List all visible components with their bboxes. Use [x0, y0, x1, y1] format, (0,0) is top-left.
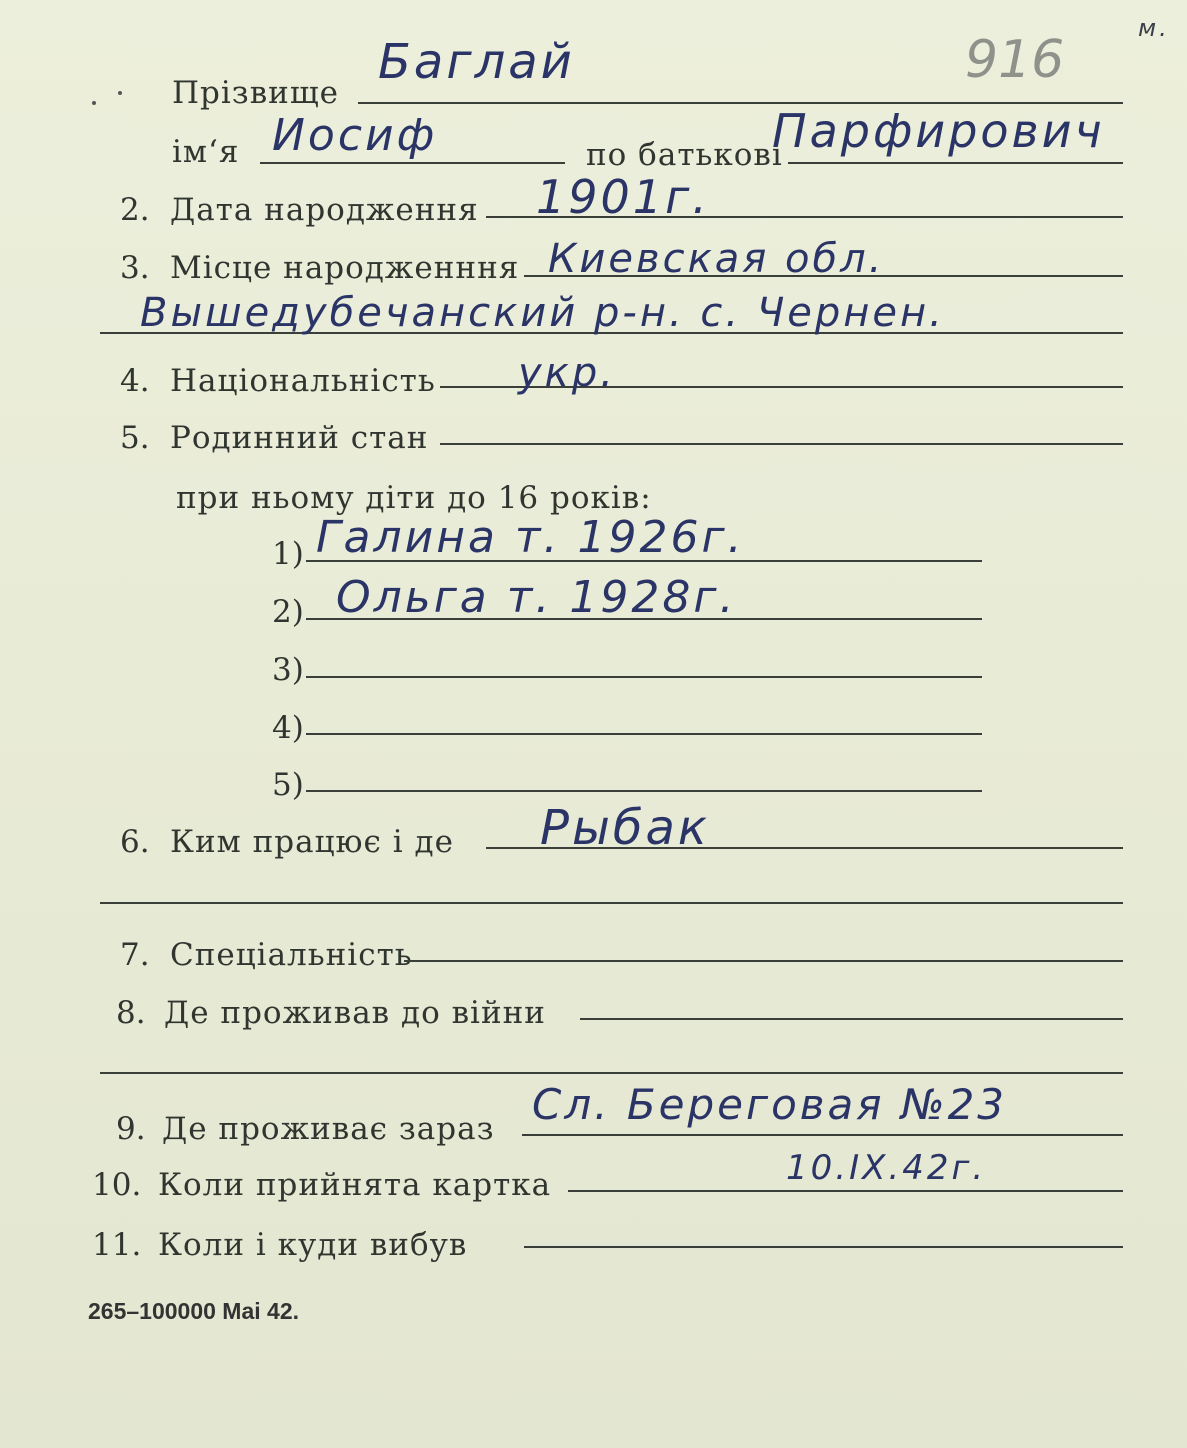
child-line: [306, 790, 982, 792]
stray-dot: [118, 91, 122, 95]
child-num: 2): [272, 594, 304, 630]
birth-place-label: Місце народженння: [170, 250, 520, 286]
child-num: 3): [272, 652, 304, 688]
patronymic-label: по батькові: [586, 137, 783, 173]
work-value: Рыбак: [540, 800, 710, 856]
current-label: Де проживає зараз: [162, 1111, 495, 1147]
specialty-label: Спеціальність: [170, 937, 413, 973]
work-num: 6.: [120, 824, 150, 860]
current-num: 9.: [116, 1111, 146, 1147]
child-line: [306, 676, 982, 678]
accepted-label: Коли прийнята картка: [158, 1167, 552, 1203]
accepted-line: [568, 1190, 1123, 1192]
birth-place-value-2: Вышедубечанский р-н. с. Чернен.: [140, 290, 945, 336]
name-label: ім‘я: [172, 134, 240, 170]
birth-place-value-1: Киевская обл.: [548, 236, 885, 282]
birth-place-num: 3.: [120, 250, 150, 286]
surname-label: Прізвище: [172, 75, 339, 111]
work-line-2: [100, 902, 1123, 904]
prewar-num: 8.: [116, 995, 146, 1031]
departed-num: 11.: [92, 1227, 142, 1263]
child-num: 1): [272, 536, 304, 572]
name-value: Иосиф: [272, 110, 438, 161]
patronymic-value: Парфирович: [772, 104, 1105, 158]
stray-dot: [92, 101, 96, 105]
nationality-label: Національність: [170, 363, 436, 399]
marital-line: [440, 443, 1123, 445]
card-number: 916: [965, 30, 1065, 90]
children-label: при ньому діти до 16 років:: [176, 480, 652, 516]
accepted-value: 10.IX.42г.: [786, 1148, 987, 1188]
patronymic-line: [788, 162, 1123, 164]
prewar-line: [580, 1018, 1123, 1020]
work-label: Ким працює і де: [170, 824, 454, 860]
departed-line: [524, 1246, 1123, 1248]
departed-label: Коли і куди вибув: [158, 1227, 468, 1263]
specialty-num: 7.: [120, 937, 150, 973]
marital-label: Родинний стан: [170, 420, 429, 456]
birth-date-label: Дата народження: [170, 192, 479, 228]
child-line: [306, 733, 982, 735]
current-value: Сл. Береговая №23: [532, 1080, 1008, 1129]
child-num: 5): [272, 767, 304, 803]
nationality-value: укр.: [518, 350, 616, 396]
name-line: [260, 162, 565, 164]
accepted-num: 10.: [92, 1167, 142, 1203]
birth-date-value: 1901г.: [536, 170, 710, 224]
corner-mark: м.: [1138, 14, 1170, 42]
birth-date-num: 2.: [120, 192, 150, 228]
current-line: [522, 1134, 1123, 1136]
surname-value: Баглай: [378, 34, 575, 90]
prewar-label: Де проживав до війни: [164, 995, 546, 1031]
marital-num: 5.: [120, 420, 150, 456]
specialty-line: [404, 960, 1123, 962]
prewar-line-2: [100, 1072, 1123, 1074]
nationality-num: 4.: [120, 363, 150, 399]
child-value: Галина т. 1926г.: [316, 512, 745, 563]
print-mark: 265–100000 Mai 42.: [88, 1298, 300, 1324]
child-num: 4): [272, 710, 304, 746]
child-value: Ольга т. 1928г.: [336, 572, 737, 623]
